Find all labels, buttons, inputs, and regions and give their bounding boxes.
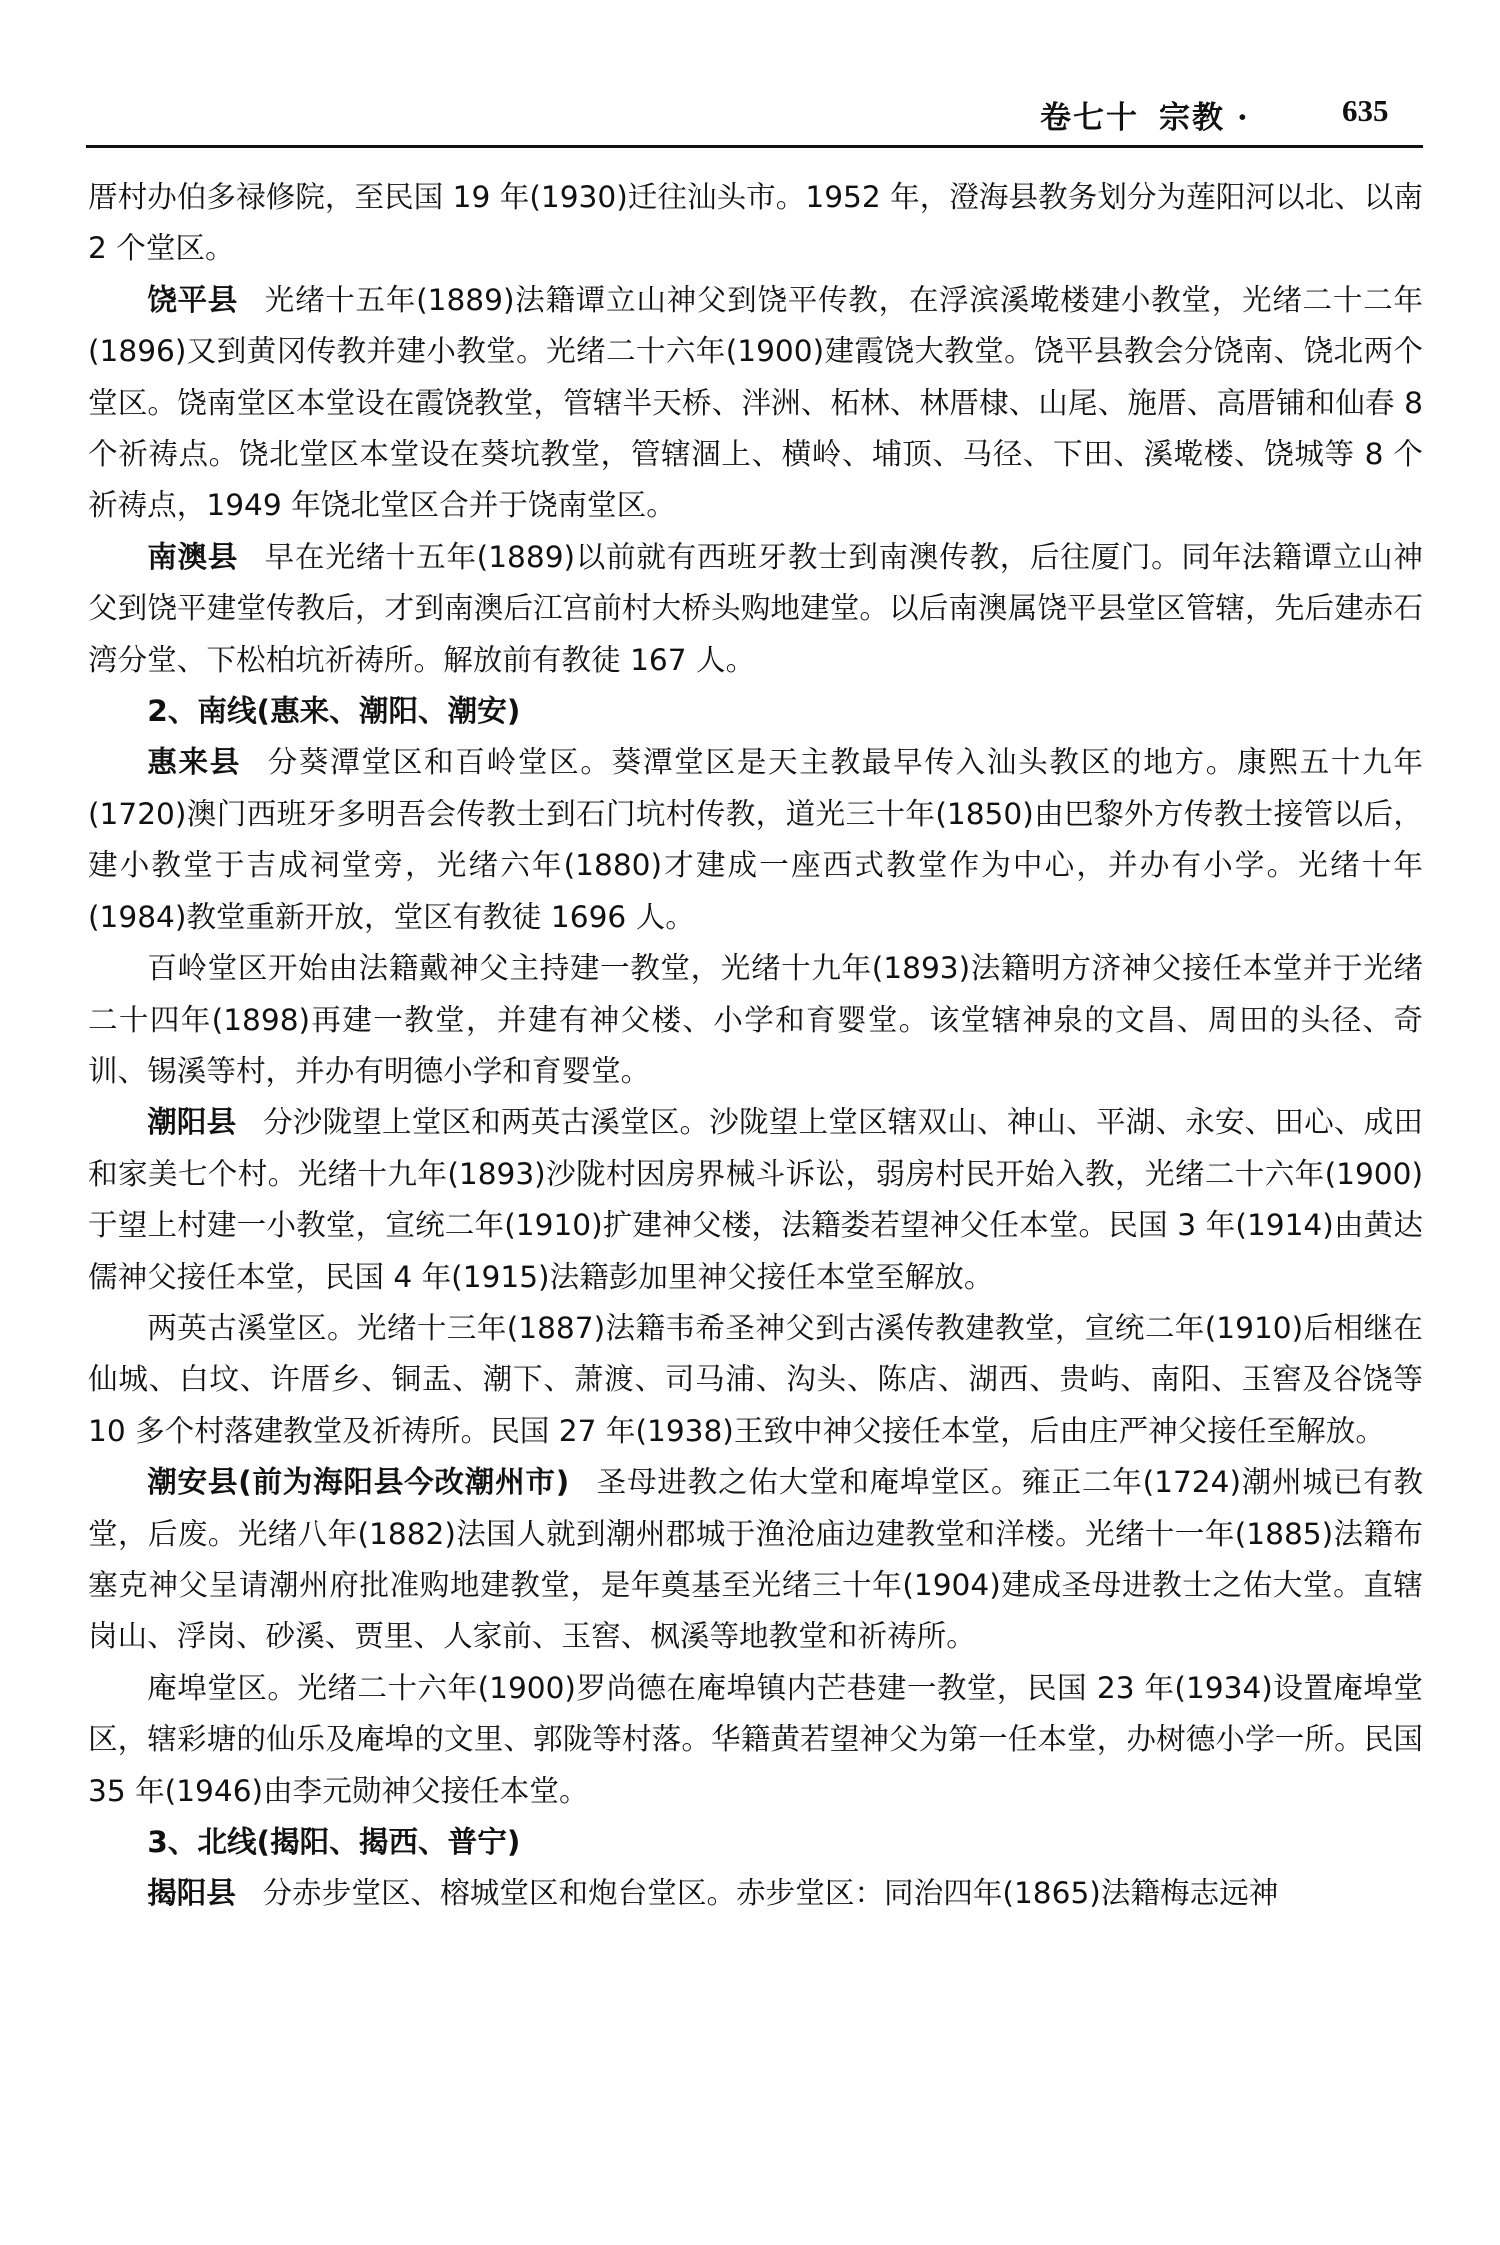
entry-jieyang xyxy=(88,1868,1423,1919)
section-heading: 3、北线(揭阳、揭西、普宁) xyxy=(147,1825,521,1859)
entry-text: 分沙陇望上堂区和两英古溪堂区。沙陇望上堂区辖双山、神山、平湖、永安、田心、成田和家美七个村。光绪十九年(1893)沙陇村因房界械斗诉讼，弱房村民开始入教，光绪二十六年(1900)于望上村建一小教堂，宣统二年(1910)扩建神父楼，法籍娄若望神父任本堂。民国 3 年(1914)由黄达儒神父接任本堂，民国 4 年(1915)法籍彭加里神父接任本堂至解放。 xyxy=(88,1105,1424,1294)
volume-label: 卷七十 xyxy=(1040,100,1139,136)
section-north-line xyxy=(88,1817,1423,1868)
paragraph-anbu xyxy=(88,1663,1423,1817)
paragraph-text: 厝村办伯多禄修院，至民国 19 年(1930)迁往汕头市。1952 年，澄海县教务划分为莲阳河以北、以南 2 个堂区。 xyxy=(88,180,1423,266)
entry-text: 分葵潭堂区和百岭堂区。葵潭堂区是天主教最早传入汕头教区的地方。康熙五十九年(1720)澳门西班牙多明吾会传教士到石门坑村传教，道光三十年(1850)由巴黎外方传教士接管以后，建小教堂于吉成祠堂旁，光绪六年(1880)才建成一座西式教堂作为中心，并办有小学。光绪十年(1984)教堂重新开放，堂区有教徒 1696 人。 xyxy=(88,745,1424,934)
entry-heading: 揭阳县 xyxy=(147,1876,236,1911)
entry-heading: 惠来县 xyxy=(147,745,242,780)
entry-heading: 饶平县 xyxy=(147,282,239,317)
entry-chaoyang xyxy=(88,1097,1423,1303)
entry-raoping xyxy=(88,275,1423,532)
entry-heading: 潮阳县 xyxy=(147,1105,237,1140)
entry-text: 光绪十五年(1889)法籍谭立山神父到饶平传教，在浮滨溪墘楼建小教堂，光绪二十二年(1896)又到黄冈传教并建小教堂。光绪二十六年(1900)建霞饶大教堂。饶平县教会分饶南、饶北两个堂区。饶南堂区本堂设在霞饶教堂，管辖半天桥、泮洲、柘林、林厝棣、山尾、施厝、高厝铺和仙春 8 个祈祷点。饶北堂区本堂设在葵坑教堂，管辖涸上、横岭、埔顶、马径、下田、溪墘楼、饶城等 8 个祈祷点，1949 年饶北堂区合并于饶南堂区。 xyxy=(88,282,1424,523)
entry-chaoan xyxy=(88,1457,1423,1663)
section-south-line xyxy=(88,686,1423,737)
entry-text: 分赤步堂区、榕城堂区和炮台堂区。赤步堂区：同治四年(1865)法籍梅志远神 xyxy=(262,1876,1279,1911)
entry-huilai xyxy=(88,737,1423,943)
paragraph-text: 两英古溪堂区。光绪十三年(1887)法籍韦希圣神父到古溪传教建教堂，宣统二年(1910)后相继在仙城、白坟、许厝乡、铜盂、潮下、萧渡、司马浦、沟头、陈店、湖西、贵屿、南阳、玉窖及谷饶等 10 多个村落建教堂及祈祷所。民国 27 年(1938)王致中神父接任本堂，后由庄严神父接任至解放。 xyxy=(88,1310,1423,1448)
entry-text: 早在光绪十五年(1889)以前就有西班牙教士到南澳传教，后往厦门。同年法籍谭立山神父到饶平建堂传教后，才到南澳后江宫前村大桥头购地建堂。以后南澳属饶平县堂区管辖，先后建赤石湾分堂、下松柏坑祈祷所。解放前有教徒 167 人。 xyxy=(88,539,1424,677)
header-separator: · xyxy=(1237,100,1250,136)
paragraph-text: 庵埠堂区。光绪二十六年(1900)罗尚德在庵埠镇内芒巷建一教堂，民国 23 年(1934)设置庵埠堂区，辖彩塘的仙乐及庵埠的文里、郭陇等村落。华籍黄若望神父为第一任本堂，办树德小学一所。民国 35 年(1946)由李元勋神父接任本堂。 xyxy=(88,1670,1423,1808)
paragraph-liangying xyxy=(88,1303,1423,1457)
paragraph-text: 百岭堂区开始由法籍戴神父主持建一教堂，光绪十九年(1893)法籍明方济神父接任本堂并于光绪二十四年(1898)再建一教堂，并建有神父楼、小学和育婴堂。该堂辖神泉的文昌、周田的头径、奇训、锡溪等村，并办有明德小学和育婴堂。 xyxy=(88,951,1423,1088)
header-rule xyxy=(86,145,1423,148)
paragraph-bailing xyxy=(88,943,1423,1097)
entry-text: 圣母进教之佑大堂和庵埠堂区。雍正二年(1724)潮州城已有教堂，后废。光绪八年(1882)法国人就到潮州郡城于渔沧庙边建教堂和洋楼。光绪十一年(1885)法籍布塞克神父呈请潮州府批准购地建教堂，是年奠基至光绪三十年(1904)建成圣母进教士之佑大堂。直辖岗山、浮岗、砂溪、贾里、人家前、玉窖、枫溪等地教堂和祈祷所。 xyxy=(88,1465,1423,1654)
section-heading: 2、南线(惠来、潮阳、潮安) xyxy=(147,694,521,729)
page-number: 635 xyxy=(1342,93,1389,128)
paragraph-continuation xyxy=(88,172,1423,275)
body-text xyxy=(88,172,1423,1920)
entry-heading: 潮安县(前为海阳县今改潮州市) xyxy=(147,1465,570,1500)
running-head xyxy=(1040,92,1264,137)
entry-heading: 南澳县 xyxy=(147,539,239,574)
entry-nanao xyxy=(88,532,1423,686)
section-label: 宗教 xyxy=(1159,100,1225,136)
